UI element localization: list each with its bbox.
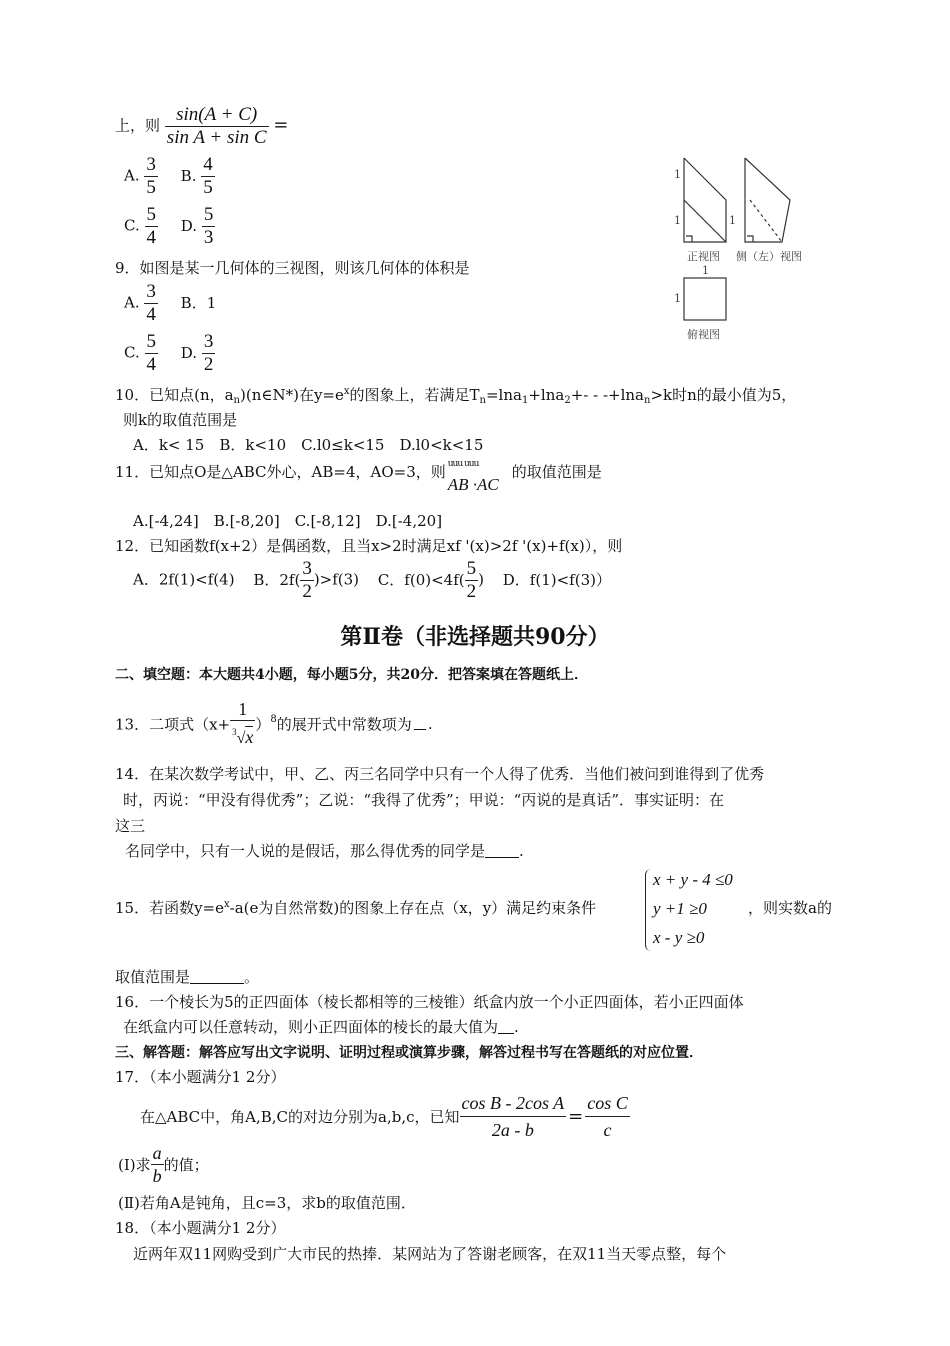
q9-opt-d-label: D. [180,343,198,362]
q10-p1: 10．已知点(n，a [115,386,234,404]
q11-options: A.[-4,24] B.[-8,20] C.[-8,12] D.[-4,20] [133,512,443,530]
q14-end: . [519,842,524,860]
q8-stem [115,104,288,149]
q17-part1-post: 的值； [163,1156,209,1174]
q13-exponent: 8 [270,714,277,725]
q12-opt-d: D．f(1)<f(3)） [502,570,611,589]
q15-mid: -a(e为自然常数)的图象上存在点（x，y）满足约束条件 [229,899,597,917]
q10-s3: n [479,395,486,406]
q11-vec-ac: AC [477,475,499,494]
q9-opt-d-den: 2 [203,354,214,375]
q11-text-a: 11．已知点O是△ABC外心，AB=4，AO=3，则 [115,463,446,481]
q9-stem: 9．如图是某一几何体的三视图，则该几何体的体积是 [115,259,470,277]
q14-line4-text: 名同学中，只有一人说的是假话，那么得优秀的同学是 [125,842,486,860]
q15-line2-text: 取值范围是 [115,968,191,986]
q15-stem [115,897,596,918]
q12-opt-c-num: 5 [466,558,477,579]
q12-options [133,558,611,603]
q18-title: 18．（本小题满分1 2分） [115,1219,286,1237]
q8-opt-a-frac [144,154,158,199]
q12-opt-b-num: 3 [302,558,312,579]
q8-opt-d-num: 5 [203,204,214,225]
q9-opt-c-den: 4 [146,354,156,375]
q11-vector-product [446,461,512,497]
q9-options-ab [124,281,216,326]
q9-options-cd [124,331,215,376]
q14-answer-blank[interactable] [485,843,519,858]
q15-constraint-1: x + y - 4 ≤0 [653,870,733,889]
q13-root-index: 3 [232,727,237,737]
q13-end: . [427,715,433,733]
q9-opt-d-num: 3 [203,331,214,352]
q10-p6: +- - -+lna [570,386,644,404]
q17-part1 [118,1142,209,1187]
q8-lead: 上，则 [115,116,161,135]
q10-p5: +lna [528,386,565,404]
q13-fraction [230,698,255,750]
q12-stem: 12．已知函数f(x+2）是偶函数，且当x>2时满足xf '(x)>2f '(x)+f(x)），则 [115,537,623,555]
q10-s2: x [343,386,350,397]
top-dim-height: 1 [674,292,681,305]
q8-opt-d-frac [202,204,216,249]
q11-vectors [448,475,499,495]
q16-line1: 16．一个棱长为5的正四面体（棱长都相等的三棱锥）纸盒内放一个小正四面体，若小正四面体 [115,993,744,1011]
q10-p3: 的图象上，若满足T [349,386,480,404]
q17-equals: = [568,1106,584,1127]
q9-opt-a-den: 4 [146,304,156,325]
q14-line3: 这三 [115,817,146,835]
q10-stem [115,384,796,406]
q15-exponent: x [224,899,230,910]
top-dim-width: 1 [702,264,709,277]
q8-frac-den: sin A + sin C [166,127,267,148]
q11-vector-arrows: uuu uuu [447,459,479,469]
q12-opt-c-post: ) [478,570,484,589]
q17-frac-1 [460,1090,567,1143]
q17-stem-text: 在△ABC中，角A,B,C的对边分别为a,b,c，已知 [140,1108,460,1126]
q17-frac-2-num: cos C [587,1093,628,1113]
q12-opt-c-pre: C．f(0)<4f( [377,570,465,589]
q12-opt-b-pre: B．2f( [253,570,301,589]
q8-frac-num: sin(A + C) [176,104,258,125]
front-view-label: 正视图 [687,250,720,263]
q12-opt-c-frac [465,558,479,603]
q17-frac-1-den: 2a - b [460,1116,567,1143]
q16-end: . [514,1018,519,1036]
q11-stem [115,461,602,497]
q12-opt-a: A．2f(1)<f(4) [133,570,235,589]
q8-opt-b-num: 4 [203,154,213,175]
q8-opt-d-den: 3 [203,227,214,248]
q15-answer-blank[interactable] [190,969,244,984]
q13-pre: 13．二项式（x+ [115,715,231,734]
q8-opt-b-frac [201,154,215,199]
q17-part1-num: a [152,1143,162,1163]
q10-s1: n [233,395,240,406]
q10-line2: 则k的取值范围是 [123,411,238,429]
q17-part1-frac [151,1142,164,1187]
q8-equals: = [273,114,289,136]
q8-opt-b-den: 5 [203,177,213,198]
q14-line1: 14．在某次数学考试中，甲、乙、丙三名同学中只有一个人得了优秀．当他们被问到谁得到了优秀 [115,765,765,783]
q8-opt-c-den: 4 [146,227,156,248]
section3-header: 三、解答题：解答应写出文字说明、证明过程或演算步骤，解答过程书写在答题纸的对应位置． [115,1045,703,1061]
q11-text-b: 的取值范围是 [511,463,602,481]
q17-frac-1-num: cos B - 2cos A [461,1093,565,1113]
q8-fraction [165,104,269,149]
fill-in-header: 二、填空题：本大题共4小题，每小题5分，共20分．把答案填在答题纸上． [115,667,588,683]
q13-num: 1 [238,699,248,719]
q17-part1-den: b [152,1166,162,1186]
q9-opt-c-label: C. [124,343,140,362]
q14-line4 [125,840,524,861]
q10-options: A．k< 15 B．k<10 C.l0≤k<15 D.l0<k<15 [133,436,484,454]
q17-frac-2-den: c [585,1116,630,1143]
q17-part1-pre: (I)求 [118,1156,151,1174]
q15-end: 。 [244,968,260,986]
q15-pre: 15．若函数y=e [115,899,225,917]
q14-line2: 时，丙说：“甲没有得优秀”；乙说：“我得了优秀”；甲说：“丙说的是真话”．事实证明：在 [123,791,725,809]
q17-stem [140,1090,630,1143]
q11-vec-ab: AB [447,475,469,494]
q17-title: 17．（本小题满分1 2分） [115,1068,286,1086]
q8-opt-d-label: D. [180,216,198,235]
q10-p2: )(n∈N*)在y=e [240,386,344,404]
side-view-label: 侧（左）视图 [736,250,802,263]
q8-opt-c-frac [145,204,159,249]
q15-constraint-2: y +1 ≥0 [653,899,707,918]
q8-options-cd [124,204,215,249]
top-view-label: 俯视图 [687,328,720,341]
q8-opt-a-label: A. [124,166,140,185]
q17-frac-2 [585,1090,630,1143]
q13-post-b: 的展开式中常数项为 [276,715,412,734]
front-dim-right: 1 [729,214,736,227]
q13-den-x: x [245,727,254,747]
q8-opt-a-den: 5 [146,177,156,198]
q16-line2 [123,1016,519,1037]
front-dim-top: 1 [674,168,681,181]
q12-opt-c-den: 2 [466,581,477,602]
q17-part2: (Ⅱ)若角A是钝角，且c=3，求b的取值范围． [118,1194,416,1212]
q9-opt-a-frac [144,281,158,326]
q15-post: ，则实数a的 [748,899,832,917]
q15-constraint-3: x - y ≥0 [653,928,705,947]
q10-p7: >k时n的最小值为5， [650,386,797,404]
q10-s4: 1 [521,395,529,406]
q13-answer-blank[interactable] [414,715,426,730]
q15-line2 [115,966,259,987]
q16-line2-text: 在纸盒内可以任意转动，则小正四面体的棱长的最大值为 [123,1018,499,1036]
q13-post-a: ） [255,715,271,734]
section2-title: 第Ⅱ卷（非选择题共90分） [340,624,610,650]
q12-opt-b-frac [300,558,314,603]
q10-p4: =lna [485,386,522,404]
q16-answer-blank[interactable] [498,1019,514,1034]
q9-opt-a-label: A. [124,293,140,312]
q8-opt-c-label: C. [124,216,140,235]
q9-opt-b: B．1 [180,293,217,312]
q10-s6: n [643,395,651,406]
q9-opt-a-num: 3 [146,281,156,302]
three-view-figure [670,150,810,345]
q9-opt-c-num: 5 [146,331,156,352]
q9-opt-d-frac [202,331,216,376]
front-dim-bottom: 1 [674,214,681,227]
q8-opt-c-num: 5 [146,204,156,225]
q18-line1: 近两年双11网购受到广大市民的热捧．某网站为了答谢老顾客，在双11当天零点整，每个 [133,1245,727,1263]
q12-opt-b-den: 2 [302,581,312,602]
q11-dot: · [472,475,478,494]
q8-opt-b-label: B. [180,166,197,185]
q13-stem [115,698,433,750]
q12-opt-b-post: )>f(3) [313,570,360,589]
q13-den: $^3$√x [230,720,255,750]
q8-options-ab [124,154,215,199]
q10-s5: 2 [564,395,571,406]
q9-opt-c-frac [145,331,159,376]
q8-opt-a-num: 3 [146,154,156,175]
